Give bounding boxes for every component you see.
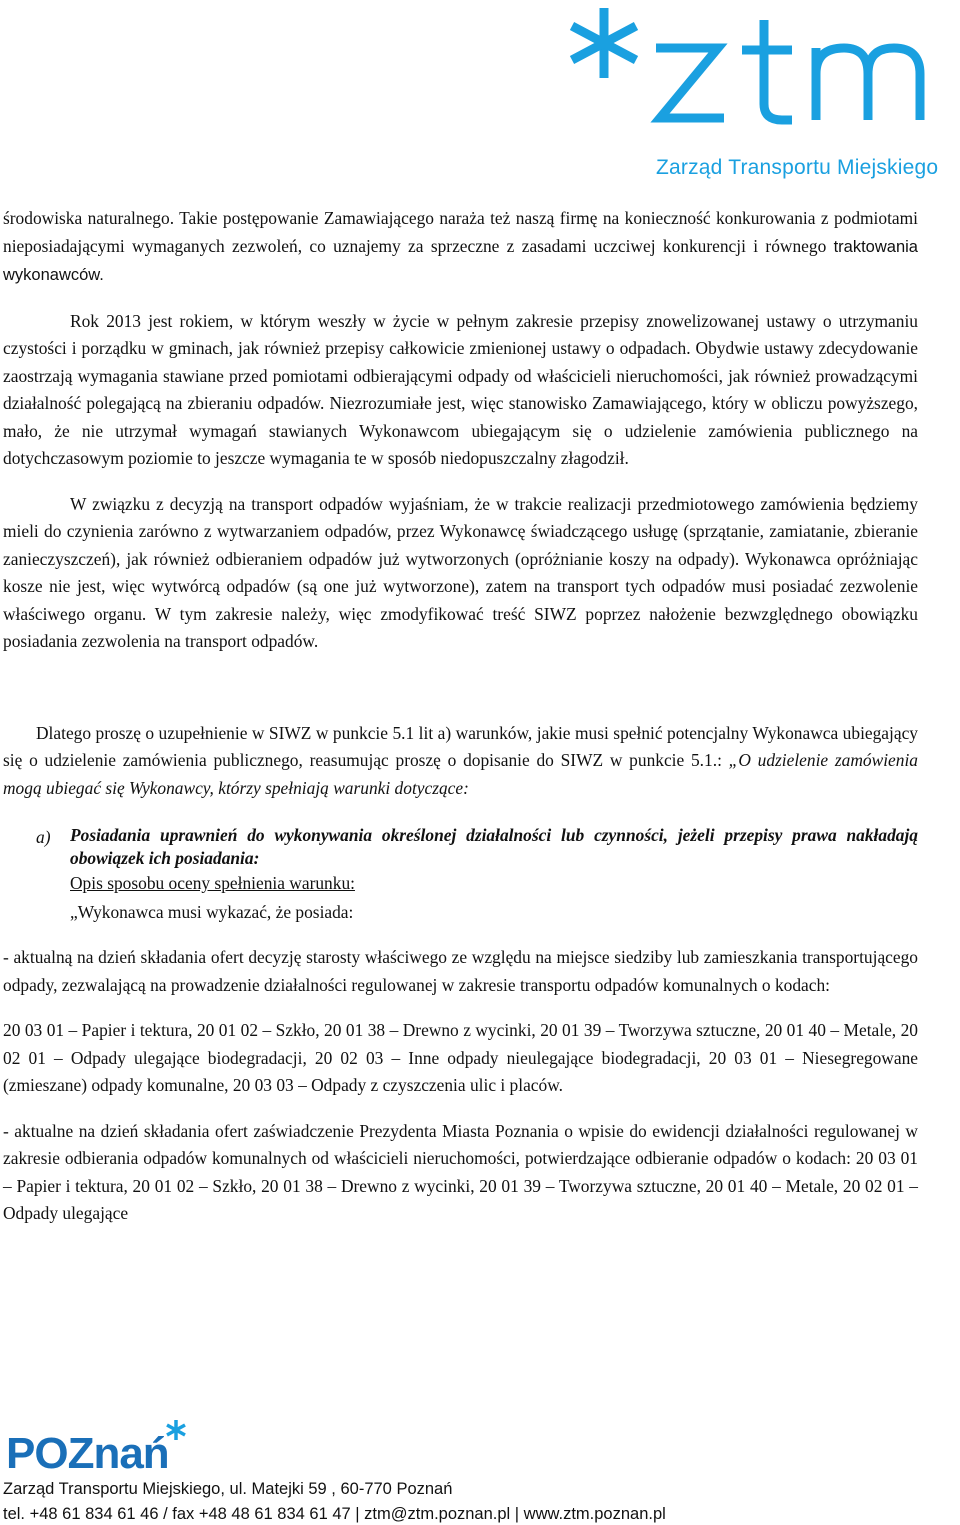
paragraph-1-tail: traktowania wykonawców.	[3, 237, 918, 284]
poznan-logo-graphic	[6, 1416, 190, 1476]
list-item-a	[3, 824, 918, 926]
paragraph-3: W związku z decyzją na transport odpadów wyjaśniam, że w trakcie realizacji przedmiotowego zamówienia będziemy mieli do czynienia zarówno z wytwarzaniem odpadów, przez Wykonawcę świadczącego usługę (sprzątanie, zamiatanie, zbieranie zanieczyszczeń), jak również odbieraniem odpadów już wytworzonych (opróżnianie koszy na odpady). Wykonawca opróżniając kosze nie jest, więc wytwórcą odpadów (są one już wytworzone), zatem na transport tych odpadów musi posiadać zezwolenie właściwego organu. W tym zakresie należy, więc zmodyfikować treść SIWZ poprzez nałożenie bezwzględnego obowiązku posiadania zezwolenia na transport odpadów.	[3, 493, 918, 651]
ztm-logo-graphic	[568, 8, 954, 158]
list-subheading: Opis sposobu oceny spełnienia warunku:	[70, 873, 355, 893]
footer-contact: tel. +48 61 834 61 46 / fax +48 48 61 834 61 47 | ztm@ztm.poznan.pl | www.ztm.poznan.pl	[3, 1505, 666, 1523]
paragraph-7: - aktualne na dzień składania ofert zaświadczenie Prezydenta Miasta Poznania o wpisie do ewidencji działalności regulowanej w zakresie odbierania odpadów komunalnych od właścicieli nieruchomości, potwierdzające odbieranie odpadów o kodach: 20 03 01 – Papier i tektura, 20 01 02 – Szkło, 20 01 38 – Drewno z wycinki, 20 01 39 – Tworzywa sztuczne, 20 01 40 – Metale, 20 02 01 – Odpady ulegające	[3, 1120, 918, 1223]
paragraph-4-text: Dlatego proszę o uzupełnienie w SIWZ w punkcie 5.1 lit a) warunków, jakie musi spełnić potencjalny Wykonawca ubiegający się o udzielenie zamówienia publicznego, reasumując proszę o dopisanie do SIWZ w punkcie 5.1.:	[3, 722, 918, 770]
paragraph-5: - aktualną na dzień składania ofert decyzję starosty właściwego ze względu na miejsce siedziby lub zamieszkania transportującego odpady, zezwalającą na prowadzenie działalności regulowanej w zakresie transportu odpadów komunalnych o kodach:	[3, 947, 918, 995]
paragraph-2: Rok 2013 jest rokiem, w którym weszły w życie w pełnym zakresie przepisy znowelizowanej ustawy o utrzymaniu czystości i porządku w gminach, jak również przepisy całkowicie zmienionej ustawy o odpadach. Obydwie ustawy zdecydowanie zaostrzają wymagania stawiane przed pomiotami odbierającymi odpady od właścicieli nieruchomości, jak również prowadzącymi działalność polegającą na zbieraniu odpadów. Niezrozumiałe jest, więc stanowisko Zamawiającego, który w obliczu powyższego, mało, że nie utrzymał wymagań stawianych Wykonawcom ubiegającym się o udzielenie zamówienia publicznego na dotychczasowym poziomie to jeszcze wymagania te w sposób niedopuszczalny złagodził.	[3, 310, 918, 468]
footer-address: Zarząd Transportu Miejskiego, ul. Matejki 59 , 60-770 Poznań	[3, 1480, 453, 1498]
ztm-tagline: Zarząd Transportu Miejskiego	[656, 156, 939, 179]
paragraph-1-text: środowiska naturalnego. Takie postępowanie Zamawiającego naraża też naszą firmę na konieczność konkurowania z podmiotami nieposiadającymi wymaganych zezwoleń, co uznajemy za sprzeczne z zasadami uczciwej konkurencji i równego	[3, 208, 918, 256]
poznan-logo	[6, 1416, 190, 1476]
list-marker: a)	[36, 827, 51, 847]
list-quote: „Wykonawca musi wykazać, że posiada:	[70, 902, 354, 922]
paragraph-6: 20 03 01 – Papier i tektura, 20 01 02 – Szkło, 20 01 38 – Drewno z wycinki, 20 01 39 – Tworzywa sztuczne, 20 01 40 – Metale, 20 02 01 – Odpady ulegające biodegradacji, 20 02 03 – Inne odpady nieulegające biodegradacji, 20 03 01 – Niesegregowane (zmieszane) odpady komunalne, 20 03 03 – Odpady z czyszczenia ulic i placów.	[3, 1020, 918, 1095]
list-title: Posiadania uprawnień do wykonywania określonej działalności lub czynności, jeżeli przepisy prawa nakładają obowiązek ich posiadania:	[70, 825, 918, 868]
paragraph-1	[3, 205, 918, 290]
paragraph-4-italic: „O udzielenie zamówienia mogą ubiegać się Wykonawcy, którzy spełniają warunki dotyczące:	[3, 750, 918, 798]
letter-body	[3, 205, 918, 1228]
svg-text:POZnań: POZnań	[6, 1429, 169, 1476]
paragraph-4	[3, 720, 918, 803]
